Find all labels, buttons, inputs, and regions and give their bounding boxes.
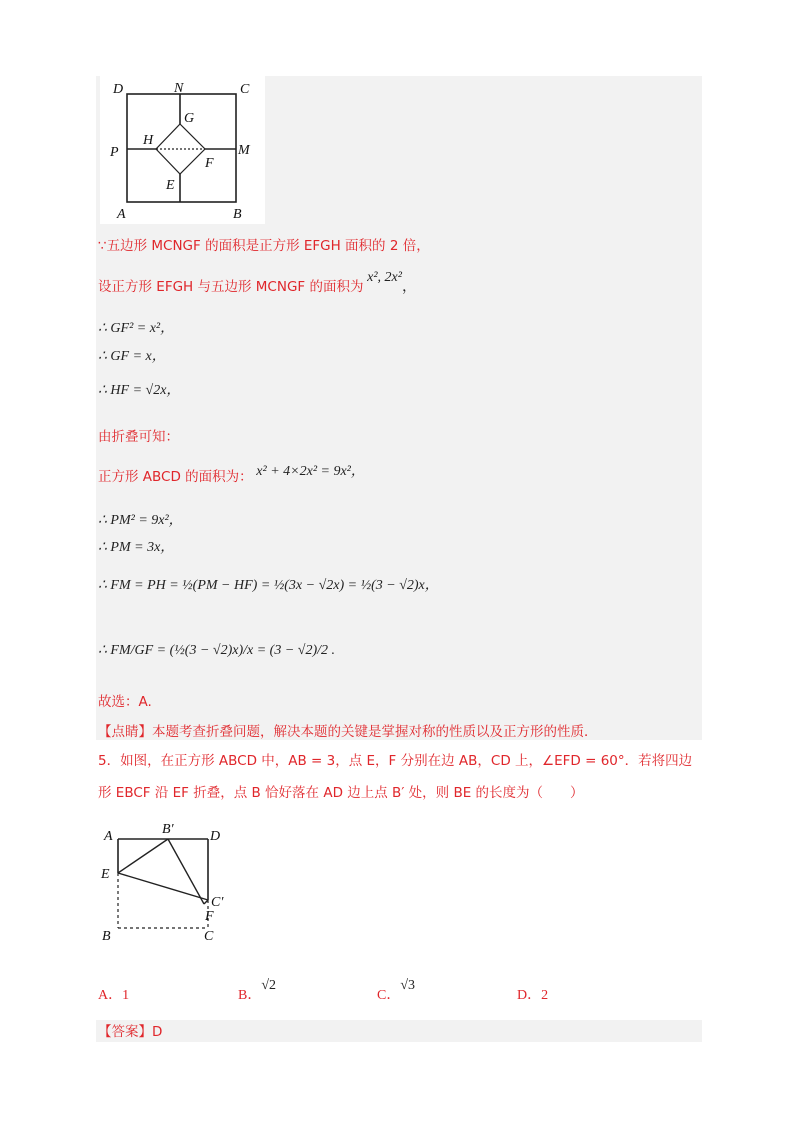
option-d-value: 2 [541, 988, 549, 1003]
option-a-value: 1 [122, 988, 130, 1003]
question-5-line-2: 形 EBCF 沿 EF 折叠，点 B 恰好落在 AD 边上点 B′ 处，则 BE 的长度为（ ） [98, 785, 584, 801]
label-B: B [102, 929, 111, 944]
math-area-values: x², 2x² [367, 270, 402, 285]
label-D: D [210, 829, 221, 844]
solution-line-3 [98, 318, 174, 339]
option-b-value: √2 [261, 978, 277, 993]
figure-folded-square [98, 820, 248, 950]
option-c[interactable] [377, 974, 416, 1003]
answer-line [98, 1022, 162, 1042]
math-fm: ∴ FM = PH = ½(PM − HF) = ½(3x − √2x) = ½(3 − √2)x， [98, 578, 439, 593]
solution-text-7: 正方形 ABCD 的面积为： [98, 469, 253, 485]
label-H: H [143, 133, 154, 148]
label-D: D [113, 82, 124, 97]
answer-value: D [152, 1024, 163, 1040]
answer-background [96, 1020, 702, 1042]
option-b[interactable] [238, 974, 277, 1003]
comment-tag: 【点睛】 [98, 724, 152, 740]
math-hf: ∴ HF = √2x， [98, 383, 181, 398]
math-pm-squared: ∴ PM² = 9x²， [98, 513, 183, 528]
question-5-line-1: 5．如图，在正方形 ABCD 中，AB = 3，点 E，F 分别在边 AB，CD 上，∠EFD = 60°．若将四边 [98, 753, 693, 769]
solution-line-10 [98, 575, 439, 596]
option-b-label: B． [238, 988, 262, 1003]
option-a[interactable] [98, 984, 129, 1004]
solution-text-2: 设正方形 EFGH 与五边形 MCNGF 的面积为 [98, 279, 364, 295]
solution-line-5 [98, 380, 180, 401]
solution-line-8 [98, 510, 183, 531]
figure-square-abcd-folded [100, 76, 265, 224]
solution-line-1: ∵五边形 MCNGF 的面积是正方形 EFGH 面积的 2 倍， [98, 238, 430, 254]
label-G: G [184, 111, 195, 126]
solution-line-7 [98, 464, 365, 488]
label-C: C [240, 82, 250, 97]
label-N: N [174, 81, 184, 96]
comment-text: 本题考查折叠问题，解决本题的关键是掌握对称的性质以及正方形的性质． [152, 724, 598, 740]
label-A: A [104, 829, 113, 844]
label-B-prime: B′ [162, 822, 174, 837]
answer-tag: 【答案】 [98, 1024, 152, 1040]
solution-line-12: 故选：A. [98, 694, 152, 710]
solution-line-11 [98, 640, 335, 661]
math-gf-squared: ∴ GF² = x²， [98, 321, 175, 336]
option-d-label: D． [517, 988, 542, 1003]
label-F: F [205, 909, 214, 924]
option-c-value: √3 [400, 978, 416, 993]
math-area-abcd: x² + 4×2x² = 9x²， [256, 464, 365, 479]
label-B: B [233, 207, 242, 222]
option-c-label: C． [377, 988, 401, 1003]
label-C: C [204, 929, 214, 944]
label-F: F [205, 156, 214, 171]
math-pm: ∴ PM = 3x， [98, 540, 175, 555]
math-gf: ∴ GF = x， [98, 349, 166, 364]
option-d[interactable] [517, 984, 548, 1004]
label-E: E [101, 867, 110, 882]
label-A: A [117, 207, 126, 222]
label-P: P [110, 145, 119, 160]
option-a-label: A． [98, 988, 123, 1003]
solution-line-4 [98, 346, 166, 367]
label-C-prime: C′ [211, 895, 224, 910]
math-ratio: ∴ FM/GF = (½(3 − √2)x)/x = (3 − √2)/2 . [98, 643, 336, 658]
comment-line [98, 722, 598, 742]
solution-line-9 [98, 537, 174, 558]
solution-line-6: 由折叠可知： [98, 429, 179, 445]
solution-line-2: 设正方形 EFGH 与五边形 MCNGF 的面积为 x², 2x²， [98, 270, 417, 295]
label-E: E [166, 178, 175, 193]
label-M: M [238, 143, 250, 158]
